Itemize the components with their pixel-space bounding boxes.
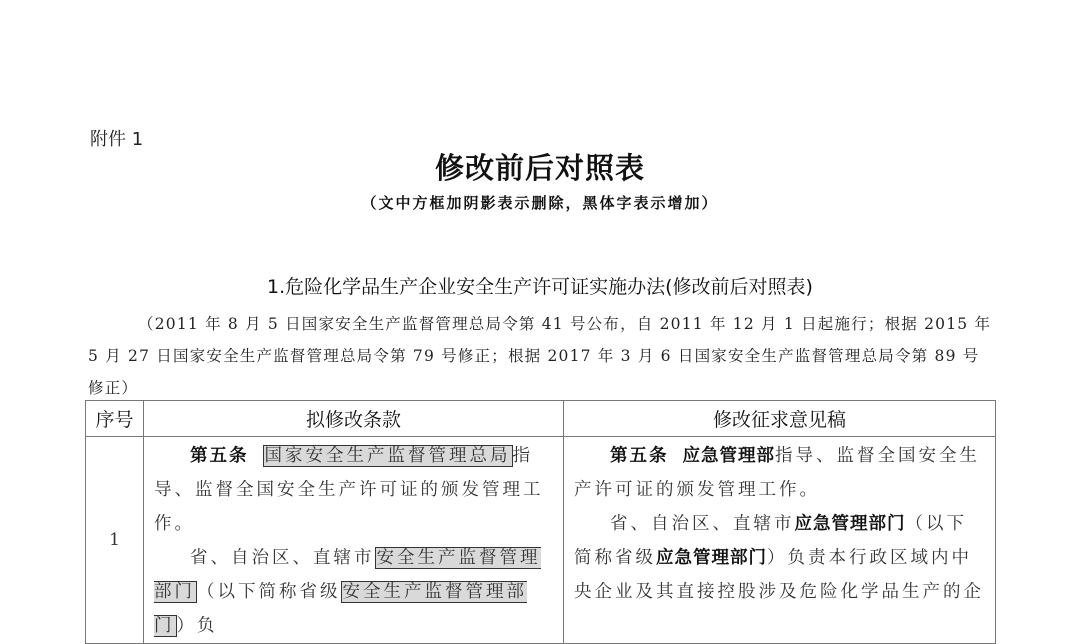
page-title: 修改前后对照表 [434, 151, 645, 185]
table-header-row [86, 401, 996, 437]
new-paragraph-2 [574, 507, 987, 609]
deleted-text: 国家安全生产监督管理总局 [264, 446, 511, 466]
deleted-text: 安全生产监督管理部门 [154, 548, 541, 602]
new-draft-cell [564, 437, 996, 644]
header-new-draft: 修改征求意见稿 [564, 401, 996, 437]
clause-text: 省、自治区、直辖市 [610, 514, 795, 534]
table-row [86, 437, 996, 644]
added-text: 应急管理部门 [794, 514, 906, 534]
clause-text: 指导、监督全国安全生产许可证的颁发管理工作。 [574, 446, 980, 500]
attachment-label: 附件 1 [90, 129, 144, 150]
deleted-text: 安全生产监督管理部门 [154, 582, 527, 636]
old-paragraph-1 [154, 439, 555, 541]
history-note: （2011 年 8 月 5 日国家安全生产监督管理总局令第 41 号公布，自 2011 年 12 月 1 日起施行；根据 2015 年 5 月 27 日国家安全生产监督管理总局令第 79 号修正；根据 2017 年 3 月 6 日国家安全生产监督管理总局令第 89 号修正） [88, 315, 992, 397]
clause-text: （以下简称省级 [574, 514, 967, 568]
legend-note: （文中方框加阴影表示删除，黑体字表示增加） [361, 194, 719, 212]
clause-text: ）负责本行政区域内中央企业及其直接控股涉及危险化学品生产的企 [574, 548, 984, 602]
clause-text: 指导、监督全国安全生产许可证的颁发管理工作。 [154, 446, 544, 534]
section-title: 1.危险化学品生产企业安全生产许可证实施办法(修改前后对照表) [267, 276, 813, 298]
header-old-clause: 拟修改条款 [144, 401, 564, 437]
clause-text: （以下简称省级 [197, 582, 341, 602]
article-label: 第五条 [190, 446, 249, 466]
added-text: 应急管理部 [682, 446, 775, 466]
header-num: 序号 [86, 401, 144, 437]
clause-text: ）负 [176, 616, 218, 636]
new-paragraph-1 [574, 439, 987, 507]
old-clause-cell [144, 437, 564, 644]
clause-text: 省、自治区、直辖市 [190, 548, 375, 568]
old-paragraph-2 [154, 541, 555, 643]
comparison-table [85, 400, 996, 644]
added-text: 应急管理部门 [656, 548, 767, 568]
row-number: 1 [86, 437, 144, 644]
article-label: 第五条 [610, 446, 669, 466]
